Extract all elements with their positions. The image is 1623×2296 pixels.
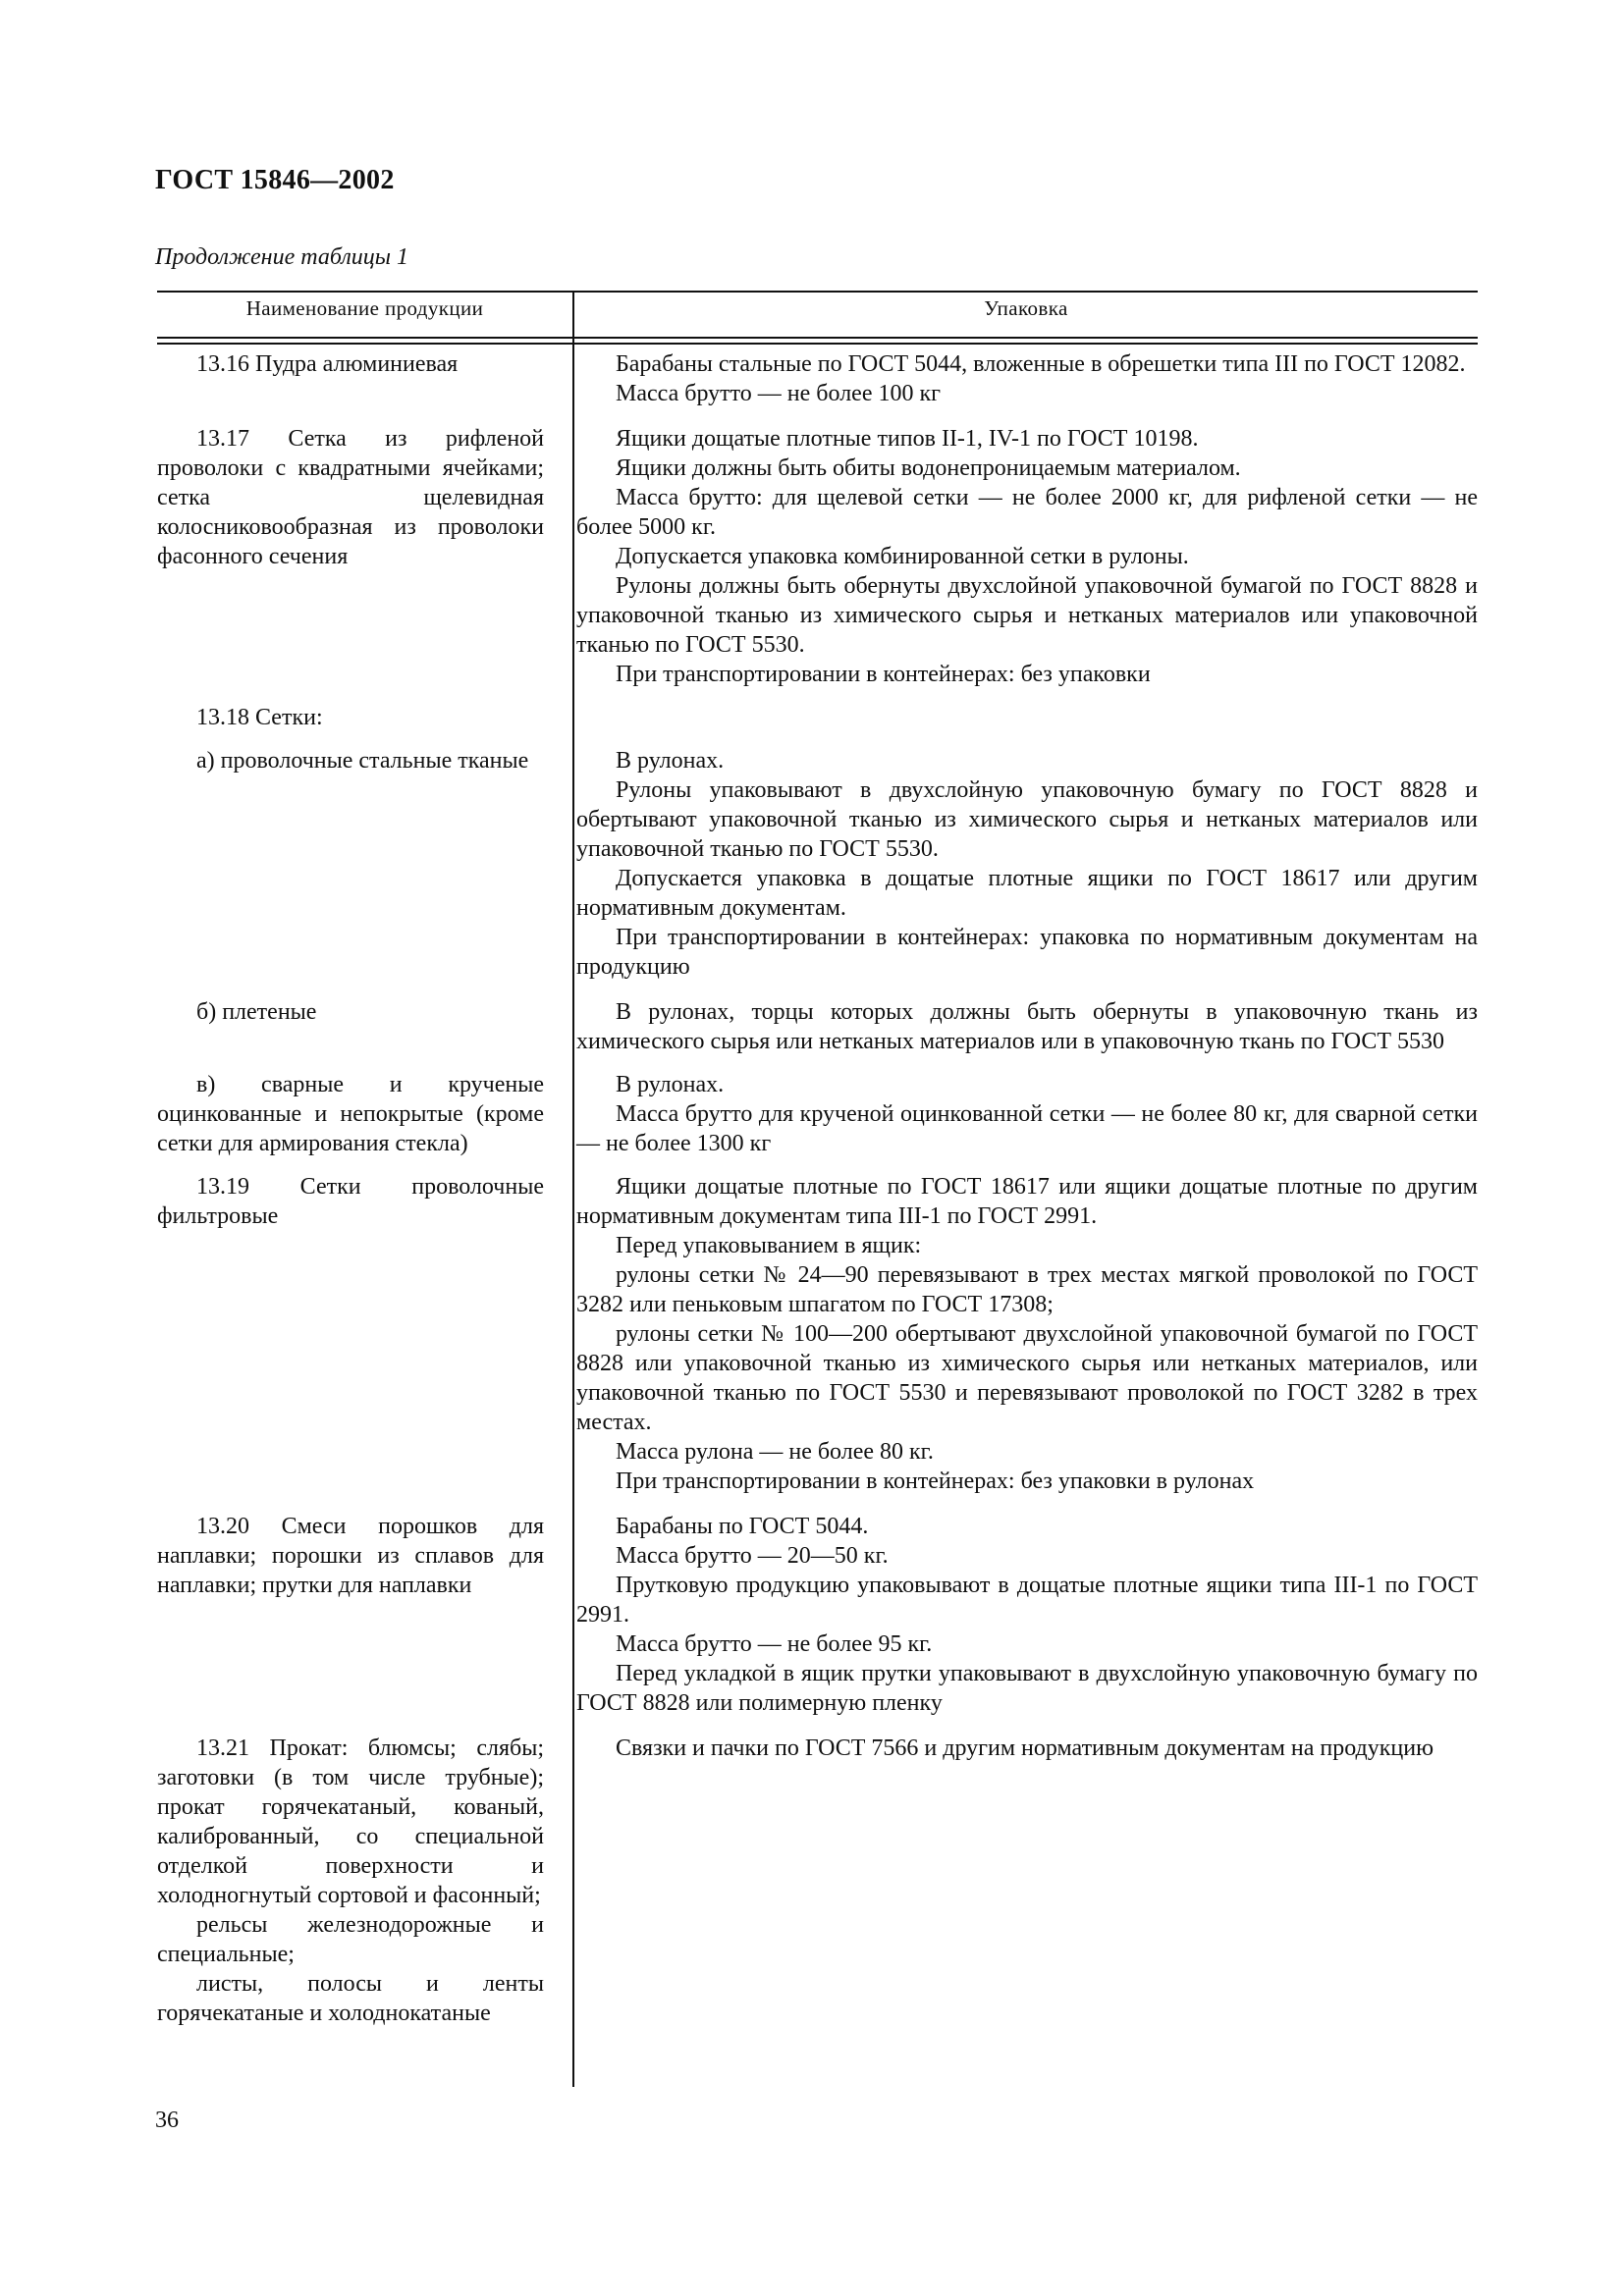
table-top-rule [157,291,1478,293]
packing-text: Допускается упаковка в дощатые плотные ящики по ГОСТ 18617 или другим нормативным документам. [576,866,1478,921]
packing-text: Масса брутто — 20—50 кг. [616,1543,889,1569]
document-header: ГОСТ 15846—2002 [155,165,395,195]
column-header-product: Наименование продукции [245,296,484,320]
product-name: 13.17 Сетка из рифленой проволоки с квадратными ячейками; сетка щелевидная колосниковообразная из проволоки фасонного сечения [157,426,544,569]
product-name: 13.21 Прокат: блюмсы; слябы; заготовки (в том числе трубные); прокат горячекатаный, кованый, калиброванный, со специальной отделкой поверхности и холодногнутый сортовой и фасонный; [157,1735,544,1908]
table-row [157,424,1478,689]
packing-text: Перед упаковыванием в ящик: [616,1233,922,1258]
table-row [157,1172,1478,1496]
packing-text: Масса рулона — не более 80 кг. [616,1439,934,1465]
table-caption: Продолжение таблицы 1 [155,244,409,270]
table-row [157,703,1478,732]
packing-text: Барабаны по ГОСТ 5044. [616,1514,869,1539]
packing-text: В рулонах. [616,1072,725,1097]
packing-text: рулоны сетки № 100—200 обертывают двухслойной упаковочной бумагой по ГОСТ 8828 или упаковочной тканью из химического сырья или нетканых материалов, или упаковочной тканью по ГОСТ 5530 и перевязывают проволокой по ГОСТ 3282 в трех местах. [576,1321,1478,1435]
packing-text: При транспортировании в контейнерах: без упаковки в рулонах [616,1468,1255,1494]
packing-text: При транспортировании в контейнерах: без упаковки [616,662,1151,687]
table-header-rule-2 [157,343,1478,345]
packing-text: Ящики дощатые плотные типов II-1, IV-1 по ГОСТ 10198. [616,426,1199,452]
product-name: 13.18 Сетки: [196,705,323,730]
product-name: 13.16 Пудра алюминиевая [196,351,459,377]
packing-text: Ящики дощатые плотные по ГОСТ 18617 или ящики дощатые плотные по другим нормативным документам типа III-1 по ГОСТ 2991. [576,1174,1478,1229]
packing-text: Масса брутто — не более 100 кг [616,381,941,406]
packing-text: Рулоны должны быть обернуты двухслойной упаковочной бумагой по ГОСТ 8828 и упаковочной тканью из химического сырья и нетканых материалов или упаковочной тканью по ГОСТ 5530. [576,573,1478,658]
product-name: а) проволочные стальные тканые [196,748,529,774]
table-row [157,1070,1478,1158]
table-row [157,349,1478,408]
packing-text: Масса брутто для крученой оцинкованной сетки — не более 80 кг, для сварной сетки — не более 1300 кг [576,1101,1478,1156]
packing-text: При транспортировании в контейнерах: упаковка по нормативным документам на продукцию [576,925,1478,980]
packing-text: Связки и пачки по ГОСТ 7566 и другим нормативным документам на продукцию [616,1735,1434,1761]
page-number: 36 [155,2108,179,2133]
product-name: 13.19 Сетки проволочные фильтровые [157,1174,544,1229]
product-name: б) плетеные [196,999,317,1025]
packing-text: Масса брутто: для щелевой сетки — не более 2000 кг, для рифленой сетки — не более 5000 кг. [576,485,1478,540]
packing-text: Прутковую продукцию упаковывают в дощатые плотные ящики типа III-1 по ГОСТ 2991. [576,1573,1478,1628]
table-row [157,746,1478,982]
table-row [157,997,1478,1056]
packing-text: Ящики должны быть обиты водонепроницаемым материалом. [616,455,1241,481]
packing-text: В рулонах, торцы которых должны быть обернуты в упаковочную ткань из химического сырья или нетканых материалов или в упаковочную ткань по ГОСТ 5530 [576,999,1478,1054]
product-name: 13.20 Смеси порошков для наплавки; порошки из сплавов для наплавки; прутки для наплавки [157,1514,544,1598]
table-row [157,1512,1478,1718]
table-header-rule-1 [157,337,1478,339]
packing-text: Рулоны упаковывают в двухслойную упаковочную бумагу по ГОСТ 8828 и обертывают упаковочной тканью из химического сырья и нетканых материалов или упаковочной тканью по ГОСТ 5530. [576,777,1478,862]
product-name: листы, полосы и ленты горячекатаные и холоднокатаные [157,1971,544,2026]
product-name: рельсы железнодорожные и специальные; [157,1912,544,1967]
product-name: в) сварные и крученые оцинкованные и непокрытые (кроме сетки для армирования стекла) [157,1072,544,1156]
table-row [157,1734,1478,2028]
packing-text: рулоны сетки № 24—90 перевязывают в трех местах мягкой проволокой по ГОСТ 3282 или пеньковым шпагатом по ГОСТ 17308; [576,1262,1478,1317]
column-header-packing: Упаковка [984,296,1068,320]
packing-text: Перед укладкой в ящик прутки упаковывают в двухслойную упаковочную бумагу по ГОСТ 8828 или полимерную пленку [576,1661,1478,1716]
packing-text: В рулонах. [616,748,725,774]
packing-text: Допускается упаковка комбинированной сетки в рулоны. [616,544,1189,569]
packing-text: Барабаны стальные по ГОСТ 5044, вложенные в обрешетки типа III по ГОСТ 12082. [616,351,1466,377]
table-body [157,349,1478,2028]
packing-text: Масса брутто — не более 95 кг. [616,1631,933,1657]
